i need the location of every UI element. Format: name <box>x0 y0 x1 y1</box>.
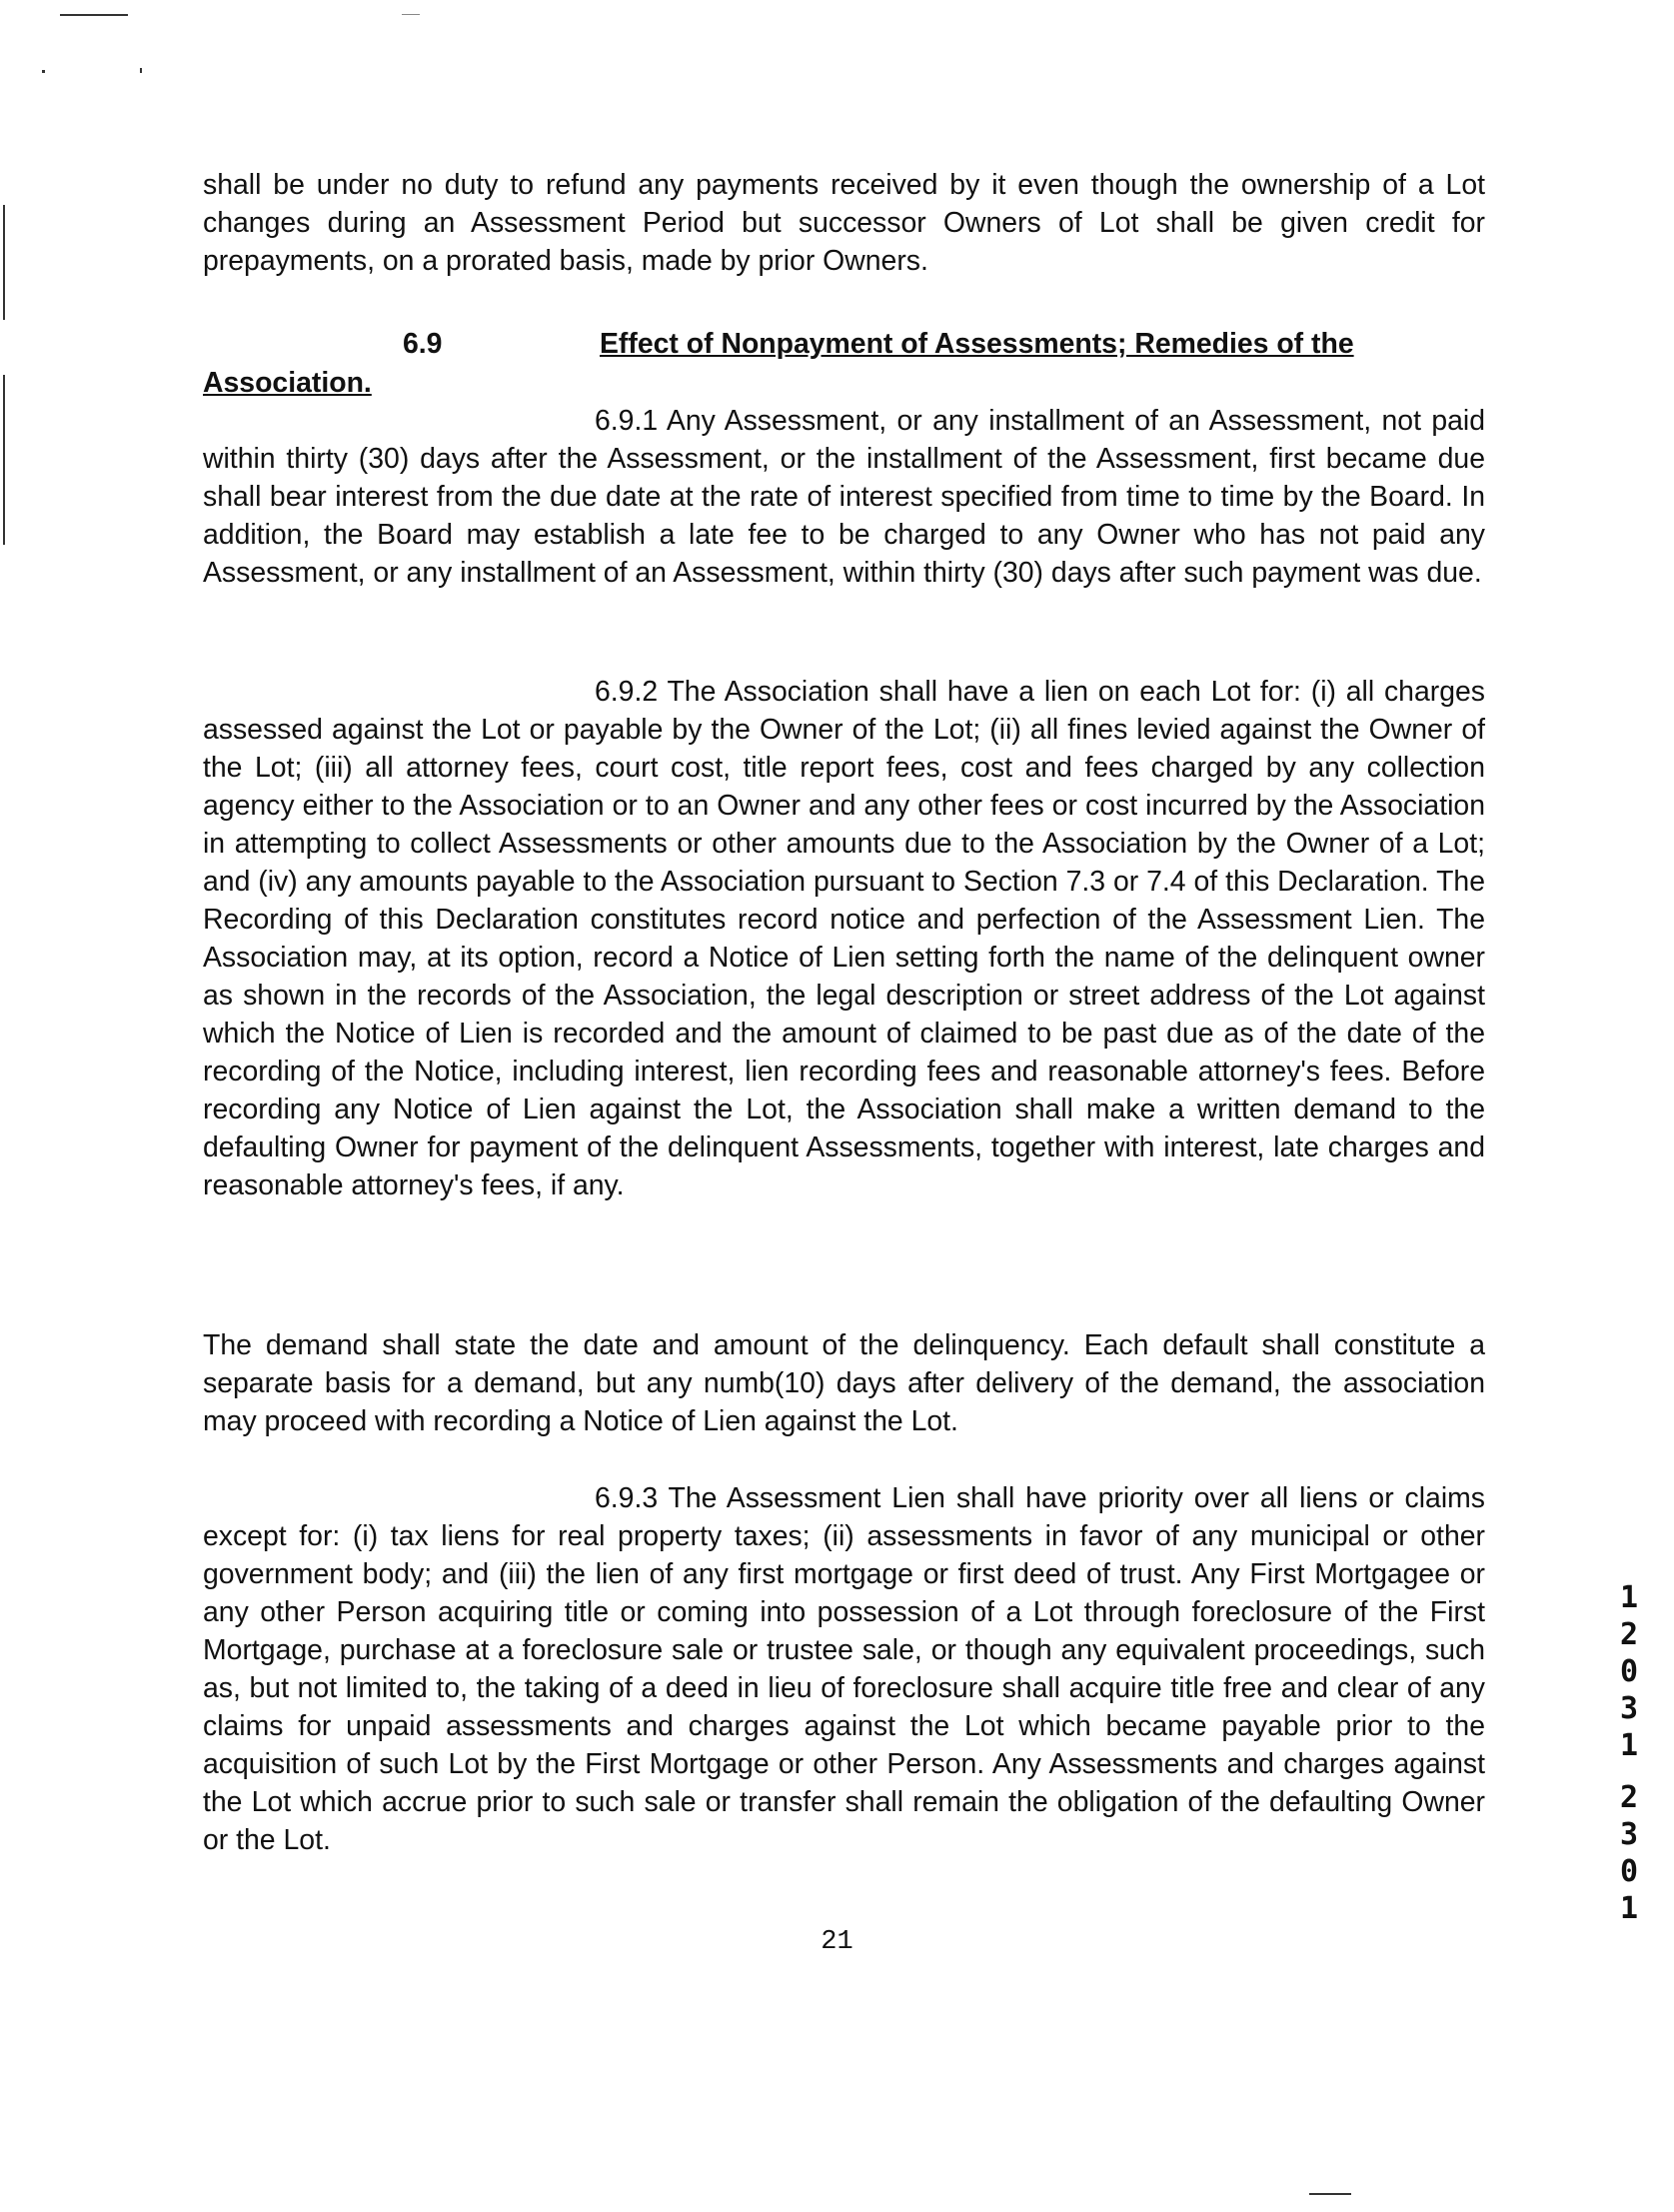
paragraph-refund-policy <box>203 166 1485 280</box>
section-title: Effect of Nonpayment of Assessments; Remedies of the <box>600 328 1354 360</box>
scan-mark-margin-line-2 <box>3 375 5 545</box>
paragraph-6-9-1 <box>203 402 1485 592</box>
section-number: 6.9 <box>403 328 443 360</box>
paragraph-text: 6.9.1 Any Assessment, or any installment of an Assessment, not paid within thirty (30) days after the Assessment, or the installment of the Assessment, first became due shall bear interest from the due date at the rate of interest specified from time to time by the Board. In addition, the Board may establish a late fee to be charged to any Owner who has not paid any Assessment, or any installment of an Assessment, within thirty (30) days after such payment was due. <box>203 405 1485 589</box>
stamp-digit: 1 <box>1619 1728 1639 1763</box>
paragraph-text: The demand shall state the date and amount of the delinquency. Each default shall constitute a separate basis for a demand, but any numb(10) days after delivery of the demand, the association may proceed with recording a Notice of Lien against the Lot. <box>203 1329 1485 1437</box>
paragraph-text: shall be under no duty to refund any payments received by it even though the ownership of a Lot changes during an Assessment Period but successor Owners of Lot shall be given credit for prepayments, on a prorated basis, made by prior Owners. <box>203 169 1485 277</box>
stamp-digit: 2 <box>1619 1617 1639 1652</box>
scan-mark-bottom-dash <box>1309 2193 1351 2195</box>
stamp-digit: 3 <box>1619 1691 1639 1726</box>
scan-mark-dot-left <box>42 70 45 73</box>
scan-mark-dot-right <box>140 68 142 73</box>
stamp-digit: 1 <box>1619 1580 1639 1615</box>
section-title-continued: Association. <box>203 367 372 399</box>
scan-mark-margin-line-1 <box>3 205 5 320</box>
stamp-digit: 1 <box>1619 1891 1639 1926</box>
stamp-digit: 0 <box>1619 1654 1639 1689</box>
paragraph-6-9-3 <box>203 1479 1485 1859</box>
stamp-digit: 0 <box>1619 1854 1639 1889</box>
recording-stamp-lower <box>1604 1779 1654 1927</box>
scan-mark-top-rule <box>60 14 128 16</box>
stamp-digit: 3 <box>1619 1817 1639 1852</box>
stamp-digit: 2 <box>1619 1780 1639 1815</box>
section-heading <box>203 325 1485 363</box>
recording-stamp-upper <box>1604 1579 1654 1764</box>
page-number: 21 <box>821 1927 853 1957</box>
paragraph-6-9-2 <box>203 673 1485 1204</box>
paragraph-text: 6.9.2 The Association shall have a lien on each Lot for: (i) all charges assessed against the Lot or payable by the Owner of the Lot; (ii) all fines levied against the Owner of the Lot; (iii) all attorney fees, court cost, title report fees, cost and fees charged by any collection agency either to the Association or to an Owner and any other fees or cost incurred by the Association in attempting to collect Assessments or other amounts due to the Association by the Owner of a Lot; and (iv) any amounts payable to the Association pursuant to Section 7.3 or 7.4 of this Declaration. The Recording of this Declaration constitutes record notice and perfection of the Assessment Lien. The Association may, at its option, record a Notice of Lien setting forth the name of the delinquent owner as shown in the records of the Association, the legal description or street address of the Lot against which the Notice of Lien is recorded and the amount of claimed to be past due as of the date of the recording of the Notice, including interest, lien recording fees and reasonable attorney's fees. Before recording any Notice of Lien against the Lot, the Association shall make a written demand to the defaulting Owner for payment of the delinquent Assessments, together with interest, late charges and reasonable attorney's fees, if any. <box>203 676 1485 1201</box>
paragraph-demand <box>203 1326 1485 1440</box>
scan-mark-top-dash <box>402 14 420 15</box>
paragraph-text: 6.9.3 The Assessment Lien shall have priority over all liens or claims except for: (i) tax liens for real property taxes; (ii) assessments in favor of any municipal or other government body; and (iii) the lien of any first mortgage or first deed of trust. Any First Mortgagee or any other Person acquiring title or coming into possession of a Lot through foreclosure of the First Mortgage, purchase at a foreclosure sale or trustee sale, or though any equivalent proceedings, such as, but not limited to, the taking of a deed in lieu of foreclosure shall acquire title free and clear of any claims for unpaid assessments and charges against the Lot which became payable prior to the acquisition of such Lot by the First Mortgage or other Person. Any Assessments and charges against the Lot which accrue prior to such sale or transfer shall remain the obligation of the defaulting Owner or the Lot. <box>203 1482 1485 1856</box>
